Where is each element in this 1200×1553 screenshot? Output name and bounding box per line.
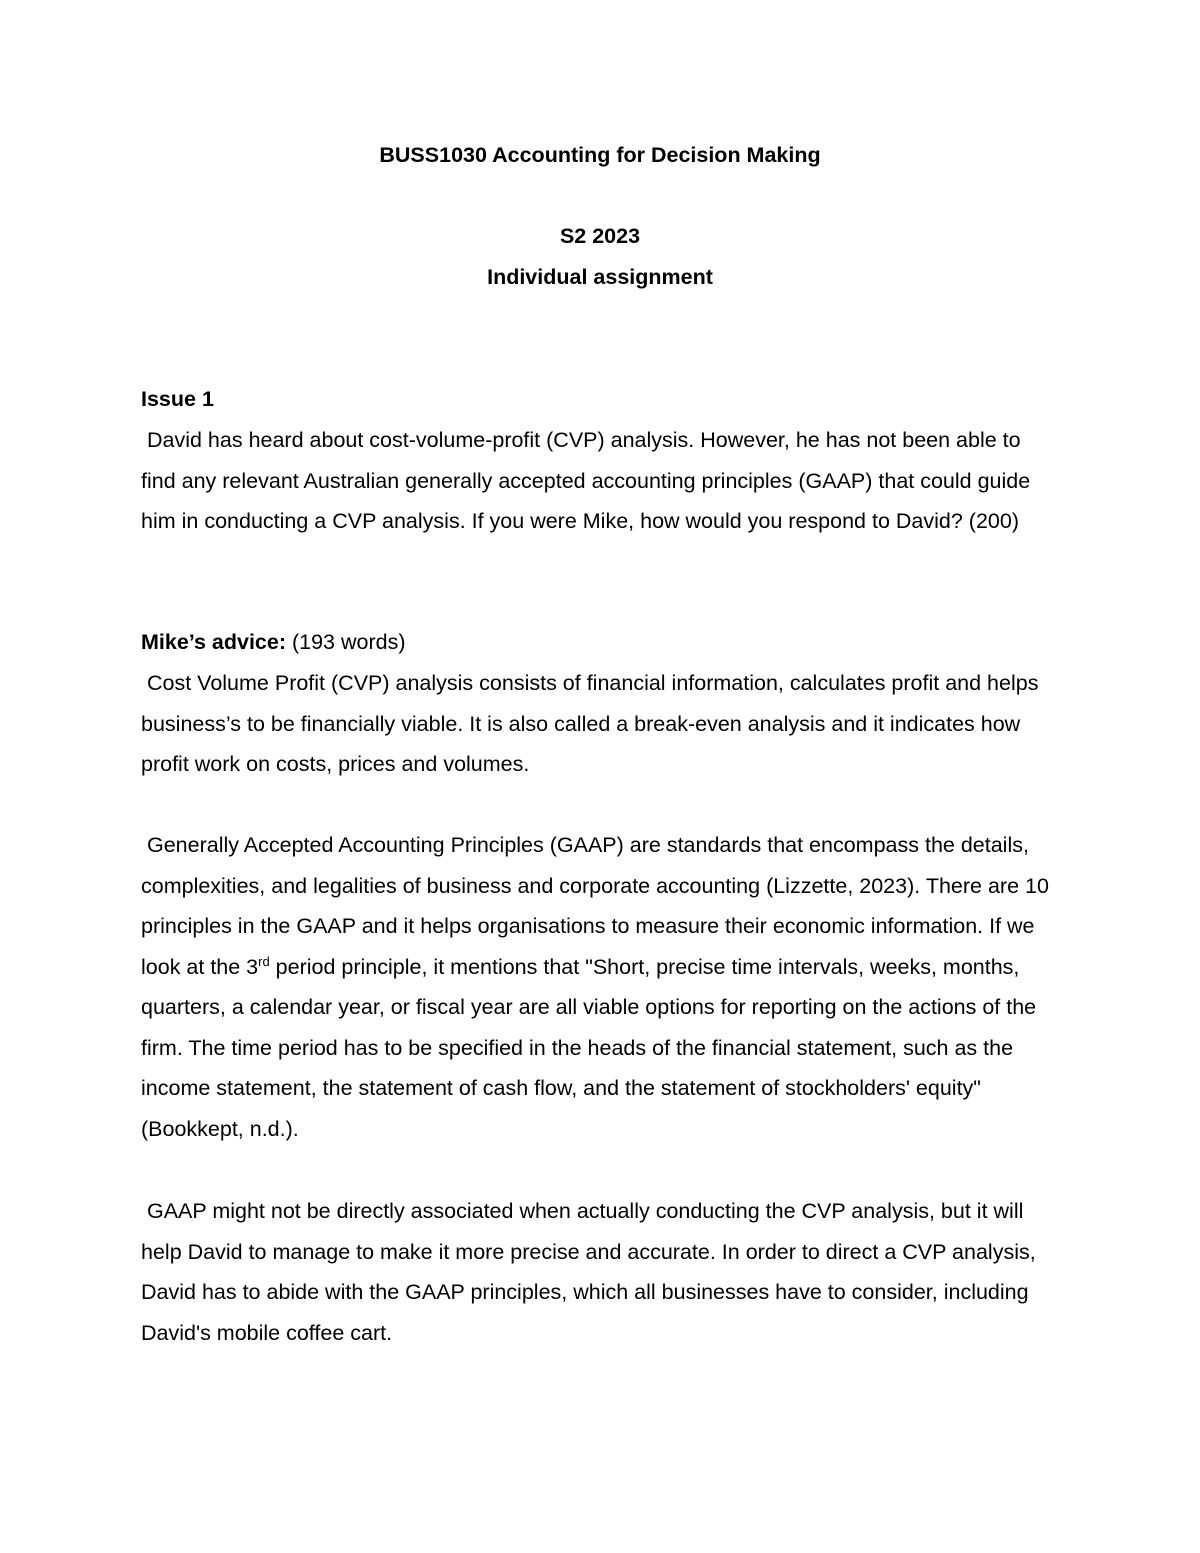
- issue-heading: Issue 1: [141, 387, 214, 411]
- advice-paragraph-2-text: [141, 825, 1061, 1149]
- document-subtitle: Individual assignment: [487, 265, 713, 289]
- issue-text: David has heard about cost-volume-profit (CVP) analysis. However, he has not been able to find any relevant Australian generally accepted accounting principles (GAAP) that could guide him in conducting a CVP analysis. If you were Mike, how would you respond to David? (200): [141, 428, 1037, 533]
- document-term: S2 2023: [559, 224, 641, 248]
- advice-paragraph-1-text: Cost Volume Profit (CVP) analysis consists of financial information, calculates profit and helps business’s to be financially viable. It is also called a break-even analysis and it indicates how profit work on costs, prices and volumes.: [141, 671, 1045, 776]
- advice-word-count: (193 words): [286, 630, 406, 654]
- advice-paragraph-1: [141, 663, 1061, 785]
- issue-paragraph: [141, 420, 1061, 542]
- advice-paragraph-3-text: GAAP might not be directly associated when actually conducting the CVP analysis, but it will help David to manage to make it more precise and accurate. In order to direct a CVP analysis, David has to abide with the GAAP principles, which all businesses have to consider, including David's mobile coffee cart.: [141, 1199, 1042, 1345]
- document-title: BUSS1030 Accounting for Decision Making: [379, 143, 821, 167]
- advice-paragraph-2: [141, 825, 1061, 1149]
- advice-paragraph-3: [141, 1191, 1061, 1353]
- ordinal-superscript: rd: [258, 953, 270, 969]
- advice-heading: Mike’s advice:: [141, 630, 286, 654]
- advice-paragraph-2-part-1: Generally Accepted Accounting Principles (GAAP) are standards that encompass the details, complexities, and legalities of business and corporate accounting (Lizzette, 2023). There are 10 principles in the GAAP and it helps organisations to measure their economic information. If we look at the 3: [141, 833, 1055, 979]
- advice-paragraph-2-part-2: period principle, it mentions that "Short, precise time intervals, weeks, months, quarters, a calendar year, or fiscal year are all viable options for reporting on the actions of the firm. The time period has to be specified in the heads of the financial statement, such as the income statement, the statement of cash flow, and the statement of stockholders' equity" (Bookkept, n.d.).: [141, 954, 1043, 1141]
- advice-heading-line: [141, 622, 1061, 663]
